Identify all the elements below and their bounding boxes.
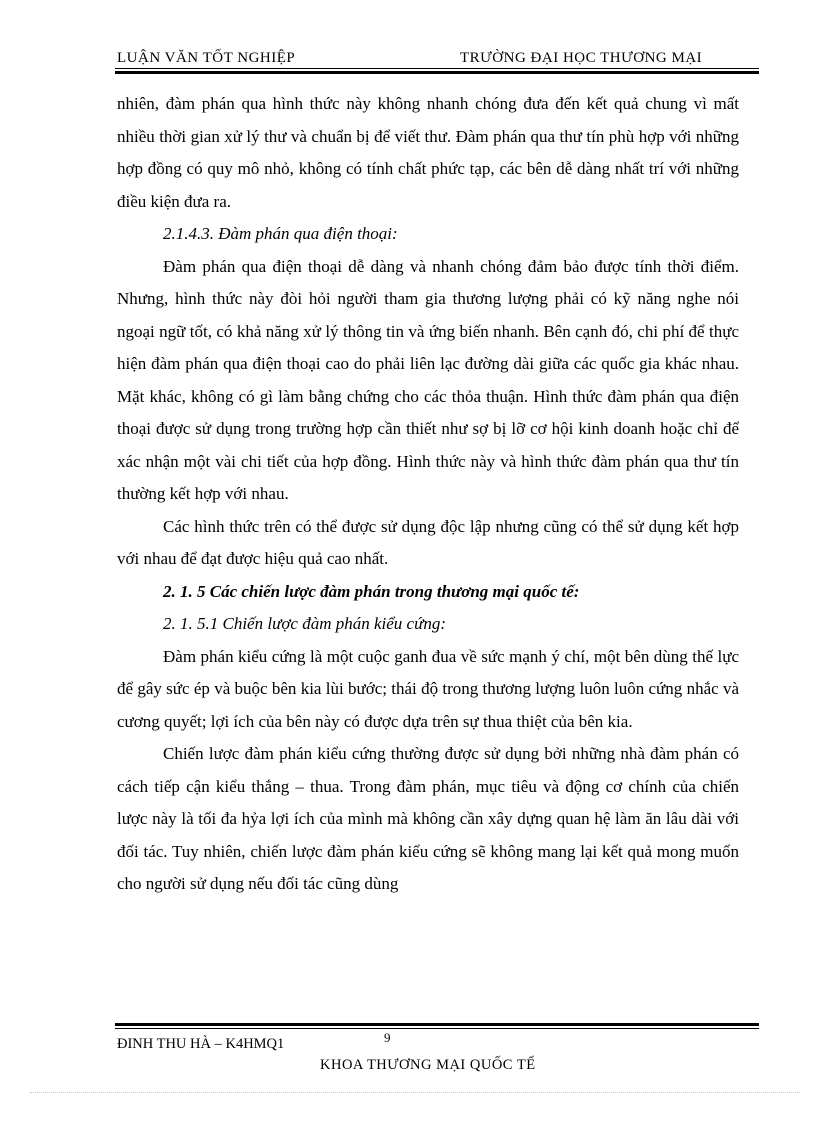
footer-faculty: KHOA THƯƠNG MẠI QUỐC TẾ [320, 1057, 536, 1073]
footer-author: ĐINH THU HÀ – K4HMQ1 [117, 1036, 285, 1052]
section-heading-hard-strategy: 2. 1. 5.1 Chiến lược đàm phán kiểu cứng: [163, 614, 447, 633]
footer-rule-thick [115, 1023, 759, 1026]
header-left-title: LUẬN VĂN TỐT NGHIỆP [117, 50, 296, 66]
header-rule-thick [115, 71, 759, 74]
page-boundary-dotted [30, 1092, 800, 1093]
header-rule-thin [115, 68, 759, 69]
paragraph-hard-definition: Đàm phán kiểu cứng là một cuộc ganh đua về sức mạnh ý chí, một bên dùng thế lực để gây sức ép và buộc bên kia lùi bước; thái độ trong thương lượng luôn luôn cứng nhắc và cương quyết; lợi ích của bên này có được dựa trên sự thua thiệt của bên kia. [117, 646, 739, 731]
page-body [117, 88, 739, 901]
paragraph-hard-usage: Chiến lược đàm phán kiểu cứng thường được sử dụng bởi những nhà đàm phán có cách tiếp cận kiểu thắng – thua. Trong đàm phán, mục tiêu và động cơ chính của chiến lược này là tối đa hỷa lợi ích của mình mà không cần xây dựng quan hệ làm ăn lâu dài với đối tác. Tuy nhiên, chiến lược đàm phán kiểu cứng sẽ không mang lại kết quả mong muốn cho người sử dụng nếu đối tác cũng dùng [117, 744, 739, 893]
footer-rule-thin [115, 1028, 759, 1029]
paragraph-combined-forms: Các hình thức trên có thể được sử dụng độc lập nhưng cũng có thể sử dụng kết hợp với nhau để đạt được hiệu quả cao nhất. [117, 516, 739, 568]
paragraph-continued: nhiên, đàm phán qua hình thức này không nhanh chóng đưa đến kết quả chung vì mất nhiều thời gian xử lý thư và chuẩn bị để viết thư. Đàm phán qua thư tín phù hợp với những hợp đồng có quy mô nhỏ, không có tính chất phức tạp, các bên dễ dàng nhất trí với những điều kiện đưa ra. [117, 94, 739, 211]
header-right-title: TRƯỜNG ĐẠI HỌC THƯƠNG MẠI [460, 50, 703, 66]
paragraph-telephone: Đàm phán qua điện thoại dễ dàng và nhanh chóng đảm bảo được tính thời điểm. Nhưng, hình thức này đòi hỏi người tham gia thương lượng phải có kỹ năng nghe nói ngoại ngữ tốt, có khả năng xử lý thông tin và ứng biến nhanh. Bên cạnh đó, chi phí để thực hiện đàm phán qua điện thoại cao do phải liên lạc đường dài giữa các quốc gia khác nhau. Mặt khác, không có gì làm bằng chứng cho các thỏa thuận. Hình thức đàm phán qua điện thoại được sử dụng trong trường hợp cần thiết như sợ bị lỡ cơ hội kinh doanh hoặc chỉ để xác nhận một vài chi tiết của hợp đồng. Hình thức này và hình thức đàm phán qua thư tín thường kết hợp với nhau. [117, 256, 739, 503]
page-number: 9 [384, 1030, 391, 1045]
section-heading-telephone: 2.1.4.3. Đàm phán qua điện thoại: [163, 224, 398, 243]
section-heading-strategies: 2. 1. 5 Các chiến lược đàm phán trong thương mại quốc tế: [163, 581, 580, 601]
